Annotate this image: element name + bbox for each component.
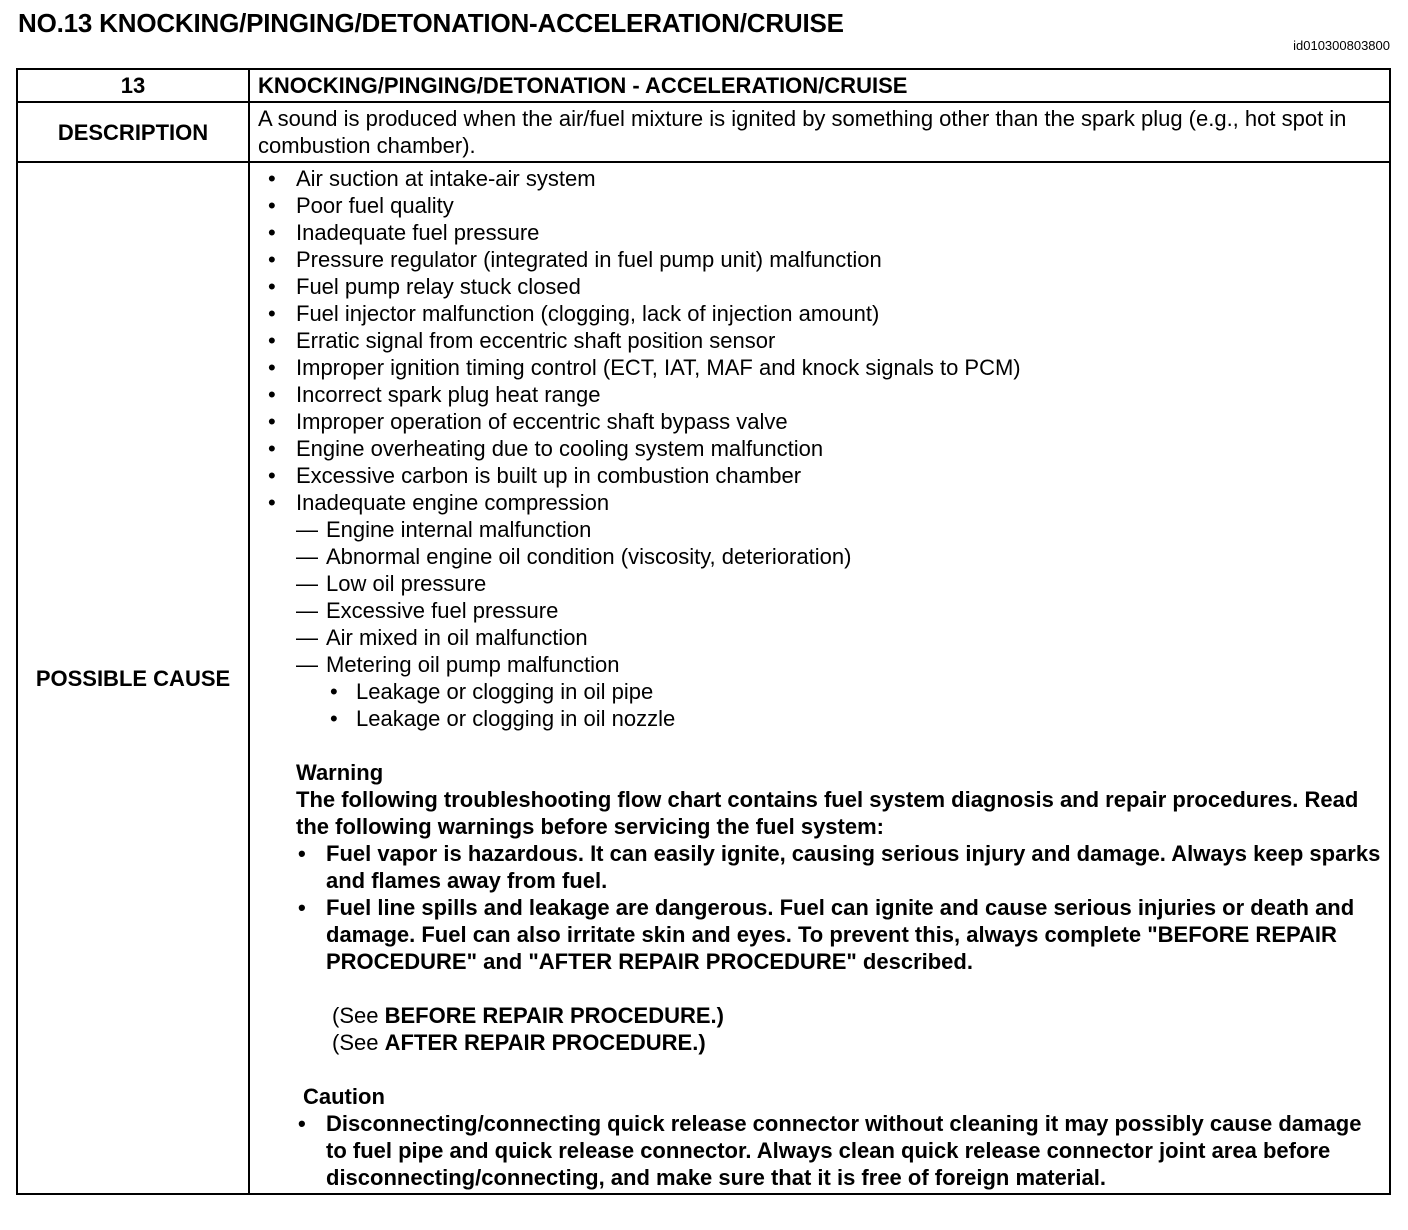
cause-item: • Fuel pump relay stuck closed	[258, 273, 1381, 300]
cause-item: • Air suction at intake-air system	[258, 165, 1381, 192]
cause-item: • Incorrect spark plug heat range	[258, 381, 1381, 408]
sub-cause-item: — Abnormal engine oil condition (viscosity, deterioration)	[296, 543, 1381, 570]
cause-item: • Pressure regulator (integrated in fuel pump unit) malfunction	[258, 246, 1381, 273]
symptom-number: 13	[17, 69, 249, 102]
cause-item-compression	[258, 489, 1381, 732]
cause-list	[258, 165, 1381, 732]
sub-cause-item: — Engine internal malfunction	[296, 516, 1381, 543]
sub-sub-cause-item: • Leakage or clogging in oil pipe	[296, 678, 1381, 705]
spacer	[258, 975, 1381, 1002]
cause-item: • Inadequate fuel pressure	[258, 219, 1381, 246]
warning-intro: The following troubleshooting flow chart contains fuel system diagnosis and repair procedures. Read the following warnings before servicing the fuel system:	[296, 787, 1359, 839]
spacer	[258, 732, 1381, 759]
sub-cause-item: — Excessive fuel pressure	[296, 597, 1381, 624]
description-label: DESCRIPTION	[17, 102, 249, 162]
before-repair-link[interactable]: BEFORE REPAIR PROCEDURE.)	[384, 1003, 724, 1028]
see-before-reference	[258, 1002, 1381, 1029]
see-prefix: (See	[332, 1030, 385, 1055]
sub-sub-cause-list	[296, 678, 1381, 732]
after-repair-link[interactable]: AFTER REPAIR PROCEDURE.)	[384, 1030, 706, 1055]
spacer	[258, 1056, 1381, 1083]
caution-title: Caution	[303, 1084, 385, 1109]
possible-cause-content	[249, 162, 1390, 1194]
cause-item: • Excessive carbon is built up in combustion chamber	[258, 462, 1381, 489]
warning-title: Warning	[296, 760, 384, 785]
cause-item: • Engine overheating due to cooling system malfunction	[258, 435, 1381, 462]
warning-item: • Fuel vapor is hazardous. It can easily ignite, causing serious injury and damage. Always keep sparks and flames away from fuel.	[258, 840, 1381, 894]
sub-cause-list	[296, 516, 1381, 678]
cause-item: • Erratic signal from eccentric shaft position sensor	[258, 327, 1381, 354]
sub-cause-item: — Low oil pressure	[296, 570, 1381, 597]
page-title: NO.13 KNOCKING/PINGING/DETONATION-ACCELERATION/CRUISE	[18, 8, 844, 38]
sub-cause-item: — Air mixed in oil malfunction	[296, 624, 1381, 651]
warning-list	[258, 840, 1381, 975]
cause-item: • Poor fuel quality	[258, 192, 1381, 219]
document-id: id010300803800	[1293, 38, 1390, 53]
sub-sub-cause-item: • Leakage or clogging in oil nozzle	[296, 705, 1381, 732]
caution-list	[258, 1110, 1381, 1191]
warning-item: • Fuel line spills and leakage are dangerous. Fuel can ignite and cause serious injuries or death and damage. Fuel can also irritate skin and eyes. To prevent this, always complete "BEFORE REPAIR PROCEDURE" and "AFTER REPAIR PROCEDURE" described.	[258, 894, 1381, 975]
cause-item-label: Inadequate engine compression	[296, 490, 610, 515]
cause-item: • Improper ignition timing control (ECT, IAT, MAF and knock signals to PCM)	[258, 354, 1381, 381]
possible-cause-row	[17, 162, 1390, 1194]
cause-item: • Improper operation of eccentric shaft bypass valve	[258, 408, 1381, 435]
heading-row	[17, 69, 1390, 102]
description-row	[17, 102, 1390, 162]
symptom-heading: KNOCKING/PINGING/DETONATION - ACCELERATION/CRUISE	[249, 69, 1390, 102]
see-prefix: (See	[332, 1003, 385, 1028]
caution-item: • Disconnecting/connecting quick release connector without cleaning it may possibly cause damage to fuel pipe and quick release connector. Always clean quick release connector joint area before disconnecting/connecting, and make sure that it is free of foreign material.	[258, 1110, 1381, 1191]
sub-cause-item: — Metering oil pump malfunction	[296, 651, 1381, 678]
cause-item: • Fuel injector malfunction (clogging, lack of injection amount)	[258, 300, 1381, 327]
troubleshooting-table	[16, 68, 1391, 1195]
description-text: A sound is produced when the air/fuel mixture is ignited by something other than the spark plug (e.g., hot spot in combustion chamber).	[249, 102, 1390, 162]
see-after-reference	[258, 1029, 1381, 1056]
possible-cause-label: POSSIBLE CAUSE	[17, 162, 249, 1194]
